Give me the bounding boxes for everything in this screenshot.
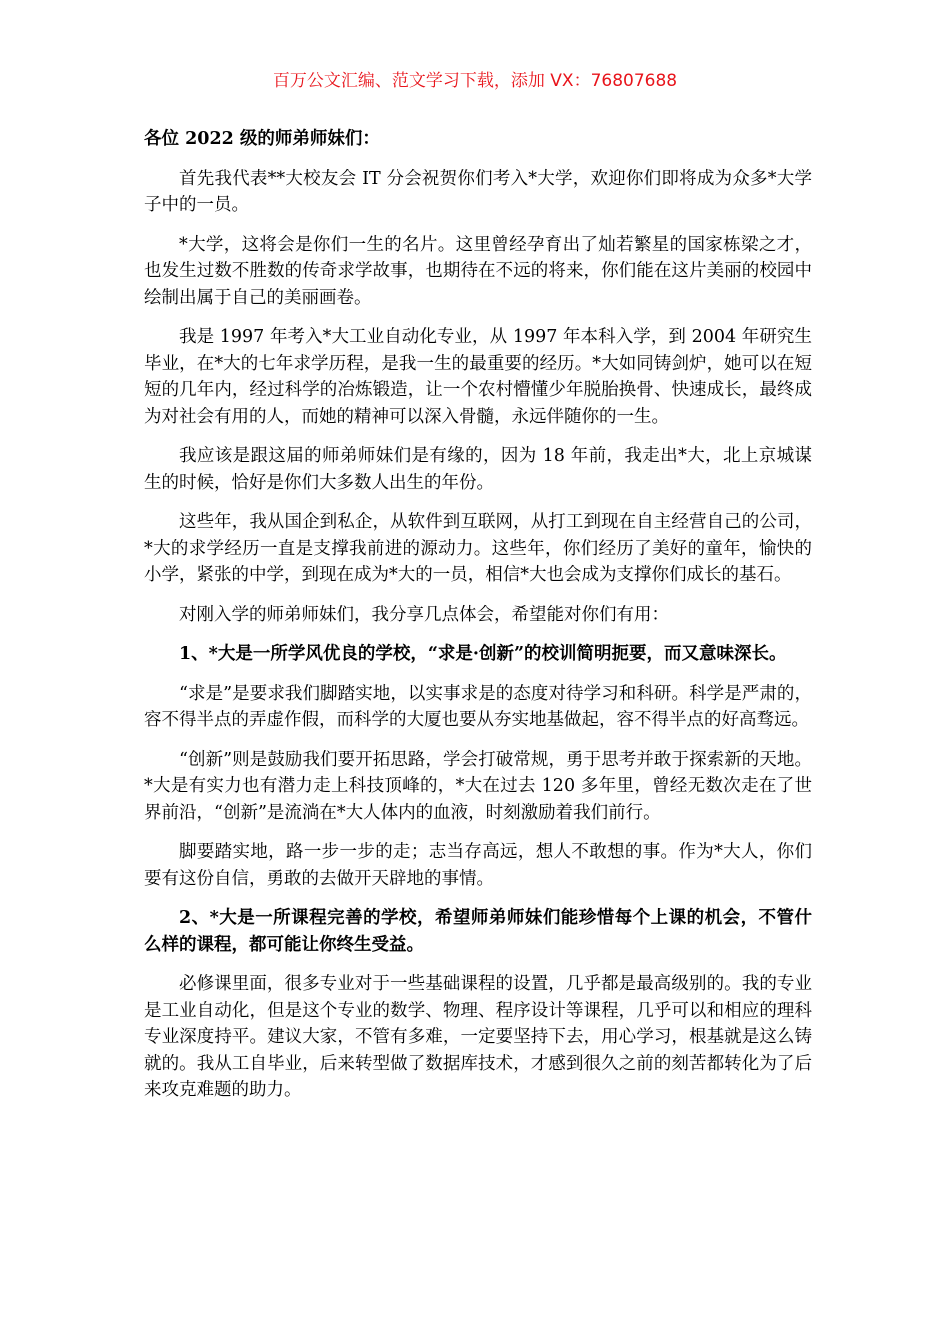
paragraph-fate: 我应该是跟这届的师弟师妹们是有缘的，因为 18 年前，我走出*大，北上京城谋生的时候，恰好是你们大多数人出生的年份。	[144, 446, 812, 493]
letter-greeting: 各位 2022 级的师弟师妹们：	[144, 129, 380, 149]
paragraph-career: 这些年，我从国企到私企，从软件到互联网，从打工到现在自主经营自己的公司，*大的求学经历一直是支撑我前进的源动力。这些年，你们经历了美好的童年，愉快的小学，紧张的中学，到现在成为*大的一员，相信*大也会成为支撑你们成长的基石。	[144, 512, 812, 585]
paragraph-chuangxin: “创新”则是鼓励我们要开拓思路，学会打破常规，勇于思考并敢于探索新的天地。*大是有实力也有潜力走上科技顶峰的，*大在过去 120 多年里，曾经无数次走在了世界前沿，“创新”是流淌在*大人体内的血液，时刻激励着我们前行。	[144, 749, 812, 823]
section-heading-2: 2、*大是一所课程完善的学校，希望师弟师妹们能珍惜每个上课的机会，不管什么样的课程，都可能让你终生受益。	[144, 908, 812, 955]
letter-body	[144, 126, 812, 1117]
paragraph-down-to-earth: 脚要踏实地，路一步一步的走；志当存高远，想人不敢想的事。作为*大人，你们要有这份自信，勇敢的去做开天辟地的事情。	[144, 842, 812, 889]
paragraph-personal-history: 我是 1997 年考入*大工业自动化专业，从 1997 年本科入学，到 2004 年研究生毕业，在*大的七年求学历程，是我一生的最重要的经历。*大如同铸剑炉，她可以在短短的几年内，经过科学的冶炼锻造，让一个农村懵懂少年脱胎换骨、快速成长，最终成为对社会有用的人，而她的精神可以深入骨髓，永远伴随你的一生。	[144, 327, 812, 427]
watermark-banner: 百万公文汇编、范文学习下载，添加 VX：76807688	[272, 71, 678, 91]
paragraph-qiushi: “求是”是要求我们脚踏实地，以实事求是的态度对待学习和科研。科学是严肃的，容不得半点的弄虚作假，而科学的大厦也要从夯实地基做起，容不得半点的好高骛远。	[144, 683, 812, 730]
paragraph-university-name-card: *大学，这将会是你们一生的名片。这里曾经孕育出了灿若繁星的国家栋梁之才，也发生过数不胜数的传奇求学故事，也期待在不远的将来，你们能在这片美丽的校园中绘制出属于自己的美丽画卷。	[144, 234, 812, 308]
paragraph-congratulation: 首先我代表**大校友会 IT 分会祝贺你们考入*大学，欢迎你们即将成为众多*大学子中的一员。	[144, 168, 812, 215]
paragraph-intro-sharing: 对刚入学的师弟师妹们，我分享几点体会，希望能对你们有用：	[179, 604, 669, 625]
paragraph-required-courses: 必修课里面，很多专业对于一些基础课程的设置，几乎都是最高级别的。我的专业是工业自动化，但是这个专业的数学、物理、程序设计等课程，几乎可以和相应的理科专业深度持平。建议大家，不管有多难，一定要坚持下去，用心学习，根基就是这么铸就的。我从工自毕业，后来转型做了数据库技术，才感到很久之前的刻苦都转化为了后来攻克难题的助力。	[144, 974, 812, 1100]
section-heading-1: 1、*大是一所学风优良的学校，“求是·创新”的校训简明扼要，而又意味深长。	[179, 644, 787, 664]
